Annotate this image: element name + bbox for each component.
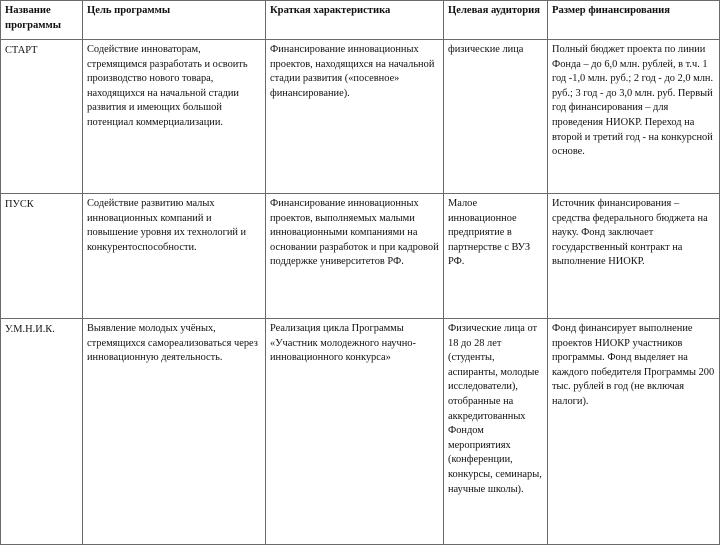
program-audience-cell: физические лица	[444, 40, 548, 194]
program-goal-cell: Выявление молодых учёных, стремящихся самореализоваться через инновационную деятельность.	[83, 319, 266, 545]
table-header-row	[1, 1, 720, 40]
header-program-goal: Цель программы	[83, 1, 266, 40]
header-funding-amount: Размер финансирования	[548, 1, 720, 40]
program-funding-cell: Полный бюджет проекта по линии Фонда – до 6,0 млн. рублей, в т.ч. 1 год -1,0 млн. руб.; 2 год - до 2,0 млн. руб.; 3 год - до 3,0 млн. руб. Первый год финансирования – для проведения НИОКР. Переход на второй и третий год - на конкурсной основе.	[548, 40, 720, 194]
program-description-cell: Финансирование инновационных проектов, выполняемых малыми инновационными компаниями на основании разработок и при кадровой поддержке университетов РФ.	[266, 194, 444, 319]
program-funding-cell: Фонд финансирует выполнение проектов НИОКР участников программы. Фонд выделяет на каждого победителя Программы 200 тыс. рублей в год (не включая налоги).	[548, 319, 720, 545]
program-name-cell: ПУСК	[1, 194, 83, 319]
table-row	[1, 40, 720, 194]
table-row	[1, 194, 720, 319]
header-program-name: Название программы	[1, 1, 83, 40]
program-description-cell: Реализация цикла Программы «Участник молодежного научно-инновационного конкурса»	[266, 319, 444, 545]
program-funding-cell: Источник финансирования – средства федерального бюджета на науку. Фонд заключает государственный контракт на выполнение НИОКР.	[548, 194, 720, 319]
program-goal-cell: Содействие развитию малых инновационных компаний и повышение уровня их технологий и конкурентоспособности.	[83, 194, 266, 319]
program-goal-cell: Содействие инноваторам, стремящимся разработать и освоить производство нового товара, находящихся на начальной стадии развития и имеющих большой потенциал коммерциализации.	[83, 40, 266, 194]
program-name-cell: У.М.Н.И.К.	[1, 319, 83, 545]
program-audience-cell: Малое инновационное предприятие в партнерстве с ВУЗ РФ.	[444, 194, 548, 319]
program-audience-cell: Физические лица от 18 до 28 лет (студенты, аспиранты, молодые исследователи), отобранные на аккредитованных Фондом мероприятиях (конференции, конкурсы, семинары, научные школы).	[444, 319, 548, 545]
table-row	[1, 319, 720, 545]
header-short-description: Краткая характеристика	[266, 1, 444, 40]
header-target-audience: Целевая аудитория	[444, 1, 548, 40]
program-description-cell: Финансирование инновационных проектов, находящихся на начальной стадии развития («посевное» финансирование).	[266, 40, 444, 194]
program-name-cell: СТАРТ	[1, 40, 83, 194]
